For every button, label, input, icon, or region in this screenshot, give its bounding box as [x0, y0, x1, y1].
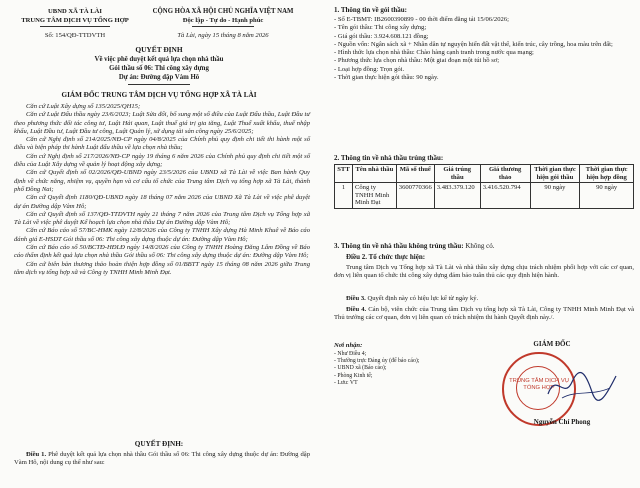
authority-heading: GIÁM ĐỐC TRUNG TÂM DỊCH VỤ TỔNG HỢP XÃ TÀ LÀI [61, 91, 257, 99]
legal-basis: Căn cứ Luật Xây dựng số 135/2025/QH15; [26, 103, 141, 110]
article-2-label: Điều 2. Tổ chức thực hiện: [346, 253, 426, 261]
table-row [335, 183, 634, 209]
package-info-item: - Số E-TBMT: IB2600390899 - 00 thời điểm đăng tải 15/06/2026; [334, 16, 509, 23]
legal-basis: Căn cứ Quyết định số 02/2026/QĐ-UBND ngày 23/5/2026 của UBND xã Tà Lài về việc Ban hành Quy định về chức năng, nhiệm vụ, quyền hạn và cơ cấu tổ chức của Trung tâm Dịch vụ tổng hợp xã Tà Lài, thành phố Đồng Nai; [14, 169, 310, 193]
section-2-heading: 2. Thông tin về nhà thầu trúng thầu: [334, 154, 444, 162]
package-info-item: - Thời gian thực hiện gói thầu: 90 ngày. [334, 74, 439, 82]
article-1-text: Phê duyệt kết quả lựa chọn nhà thầu Gói thầu số 06: Thi công xây dựng thuộc dự án: Đường dập Vàm Hô, nội dung cụ thể như sau: [14, 451, 310, 467]
legal-basis: Căn cứ Luật Đấu thầu ngày 23/6/2023; Luật Sửa đổi, bổ sung một số điều của Luật Đấu thầu, Luật Đầu tư theo phương thức đối tác công tư, Luật Hải quan, Luật thuế giá trị gia tăng, Luật Thuế xuất khẩu, thuế nhập khẩu, Luật Đầu tư, Luật Đầu tư công, Luật Quản lý, sử dụng tài sản công ngày 25/6/2025; [14, 111, 310, 135]
signature-title: GIÁM ĐỐC [533, 340, 571, 348]
recipient-item: - Lưu: VT [334, 379, 358, 386]
column-header: Giá trúng thầu [434, 165, 480, 183]
nation-heading: CỘNG HÒA XÃ HỘI CHỦ NGHĨA VIỆT NAM [152, 8, 294, 15]
table-cell: 90 ngày [530, 183, 580, 209]
legal-basis: Căn cứ biên bản thương thảo hoàn thiện hợp đồng số 01/BBTT ngày 15 tháng 08 năm 2026 giữa Trung tâm dịch vụ tổng hợp xã và Công ty TNHH Minh Minh Đạt. [14, 260, 310, 276]
doc-number: Số: 154/QĐ-TTDVTH [44, 32, 106, 39]
org-name: TRUNG TÂM DỊCH VỤ TỔNG HỢP [21, 17, 129, 24]
doc-subtitle-1: Về việc phê duyệt kết quả lựa chọn nhà thầu [94, 56, 224, 63]
table-cell: 3.483.379.120 [434, 183, 480, 209]
column-header: STT [335, 165, 353, 183]
legal-basis-list [14, 103, 310, 277]
package-info-item: - Tên gói thầu: Thi công xây dựng; [334, 24, 427, 32]
recipient-item: - Thường trực Đảng ủy (để báo cáo); [334, 358, 420, 365]
right-page [322, 0, 640, 488]
doc-subtitle-2: Gói thầu số 06: Thi công xây dựng [109, 65, 209, 72]
article-4 [334, 306, 634, 323]
article-1 [14, 451, 310, 468]
stamp-text: TRUNG TÂM DỊCH VỤ TỔNG HỢP [509, 378, 569, 391]
article-4-label: Điều 4. [346, 306, 367, 313]
table-cell: 3600770366 [396, 183, 434, 209]
recipient-item: - UBND xã (Báo cáo); [334, 365, 387, 372]
legal-basis: Căn cứ Nghị định số 214/2025/NĐ-CP ngày 04/8/2025 của Chính phủ quy định chi tiết thi hành một số điều và biện pháp thi hành Luật đấu thầu về lựa chọn nhà thầu; [14, 136, 310, 152]
package-info-item: - Hình thức lựa chọn nhà thầu: Chào hàng cạnh tranh trong nước qua mạng; [334, 49, 534, 57]
article-3 [334, 295, 634, 303]
recipients-list [334, 351, 454, 387]
decision-heading: QUYẾT ĐỊNH: [134, 440, 184, 448]
article-1-label: Điều 1. [26, 451, 47, 458]
package-info-item: - Phương thức lựa chọn nhà thầu: Một giai đoạn một túi hồ sơ; [334, 57, 500, 65]
article-2-text: Trung tâm Dịch vụ Tổng hợp xã Tà Lài và nhà thầu xây dựng chịu trách nhiệm phối hợp với các cơ quan, đơn vị liên quan tổ chức thi công xây dựng đảm bảo tuân thủ các quy định hiện hành. [334, 264, 634, 280]
motto-underline [192, 26, 254, 27]
section-3 [334, 242, 495, 250]
org-underline [40, 26, 110, 27]
section-3-heading: 3. Thông tin về nhà thầu không trúng thầu: [334, 242, 464, 250]
column-header: Thời gian thực hiện gói thầu [530, 165, 580, 183]
article-3-label: Điều 3. [346, 295, 366, 302]
table-header-row [335, 165, 634, 183]
signer-name: Nguyễn Chí Phong [533, 418, 591, 426]
legal-basis: Căn cứ Quyết định 1180/QĐ-UBND ngày 18 tháng 07 năm 2026 của UBND Xã Tà Lài về việc phê duyệt dự án Đường dập Vàm Hô; [14, 194, 310, 210]
doc-subtitle-3: Dự án: Đường dập Vàm Hô [118, 74, 200, 81]
title-underline [128, 84, 190, 85]
column-header: Mã số thuế [396, 165, 434, 183]
column-header: Tên nhà thầu [352, 165, 396, 183]
recipient-item: - Như Điều 4; [334, 351, 367, 357]
doc-title: QUYẾT ĐỊNH [135, 45, 183, 54]
package-info-item: - Giá gói thầu: 3.924.608.121 đồng; [334, 32, 429, 40]
table-cell: 1 [335, 183, 353, 209]
recipients-heading: Nơi nhận: [334, 342, 363, 349]
recipient-item: - Phòng Kinh tế; [334, 372, 373, 379]
org-parent: UBND XÃ TÀ LÀI [48, 8, 102, 15]
package-info-item: - Nguồn vốn: Ngân sách xã + Nhân dân tự nguyện hiến đất vật thể, kiến trúc, cây trồng, hoa màu trên đất; [334, 40, 613, 48]
article-4-text: Cán bộ, viên chức của Trung tâm Dịch vụ tổng hợp xã Tà Lài, Công ty TNHH Minh Minh Đạt và Thủ trưởng các cơ quan, đơn vị liên quan có trách nhiệm thi hành Quyết định này./. [334, 306, 634, 322]
article-3-text: Quyết định này có hiệu lực kể từ ngày ký. [367, 295, 479, 302]
legal-basis: Căn cứ Nghị định số 217/2026/NĐ-CP ngày 19 tháng 6 năm 2026 của Chính phủ quy định chi tiết một số điều của Luật Xây dựng về quản lý hoạt động xây dựng; [14, 152, 310, 169]
column-header: Thời gian thực hiện hợp đồng [580, 165, 634, 183]
table-cell: Công ty TNHH Minh Minh Đạt [352, 183, 396, 209]
legal-basis: Căn cứ Báo cáo số 50/BCTĐ-HĐLĐ ngày 14/8/2026 của Công ty TNHH Hoàng Đăng Lâm Đồng về Báo cáo thẩm định kết quả lựa chọn nhà thầu Gói thầu số 06: Thi công xây dựng thuộc dự án: Đường dập Vàm Hô; [14, 244, 310, 260]
issue-date: Tà Lài, ngày 15 tháng 8 năm 2026 [177, 32, 269, 39]
left-page [0, 0, 318, 488]
motto: Độc lập - Tự do - Hạnh phúc [182, 17, 264, 24]
section-1-heading: 1. Thông tin về gói thầu: [334, 6, 407, 14]
legal-basis: Căn cứ Báo cáo số 57/BC-HMK ngày 12/8/2026 của Công ty TNHH Xây dựng Hà Minh Khuê về Báo cáo đánh giá E-HSDT Gói thầu số 06: Thi công xây dựng thuộc dự án: Đường dập Vàm Hô; [14, 227, 310, 243]
table-cell: 3.416.520.794 [480, 183, 530, 209]
column-header: Giá thương thảo [480, 165, 530, 183]
table-cell: 90 ngày [580, 183, 634, 209]
handwritten-signature [542, 366, 622, 406]
section-3-value: Không có. [465, 242, 495, 250]
legal-basis: Căn cứ Quyết định số 137/QĐ-TTDVTH ngày 21 tháng 7 năm 2026 của Trung tâm Dịch vụ Tổng hợp xã Tà Lài về việc phê duyệt Kế hoạch lựa chọn nhà thầu Dự án Đường dập Vàm Hô; [14, 210, 310, 227]
package-info-list [334, 16, 634, 82]
package-info-item: - Loại hợp đồng: Trọn gói. [334, 65, 405, 73]
winning-bidder-table [334, 164, 634, 209]
